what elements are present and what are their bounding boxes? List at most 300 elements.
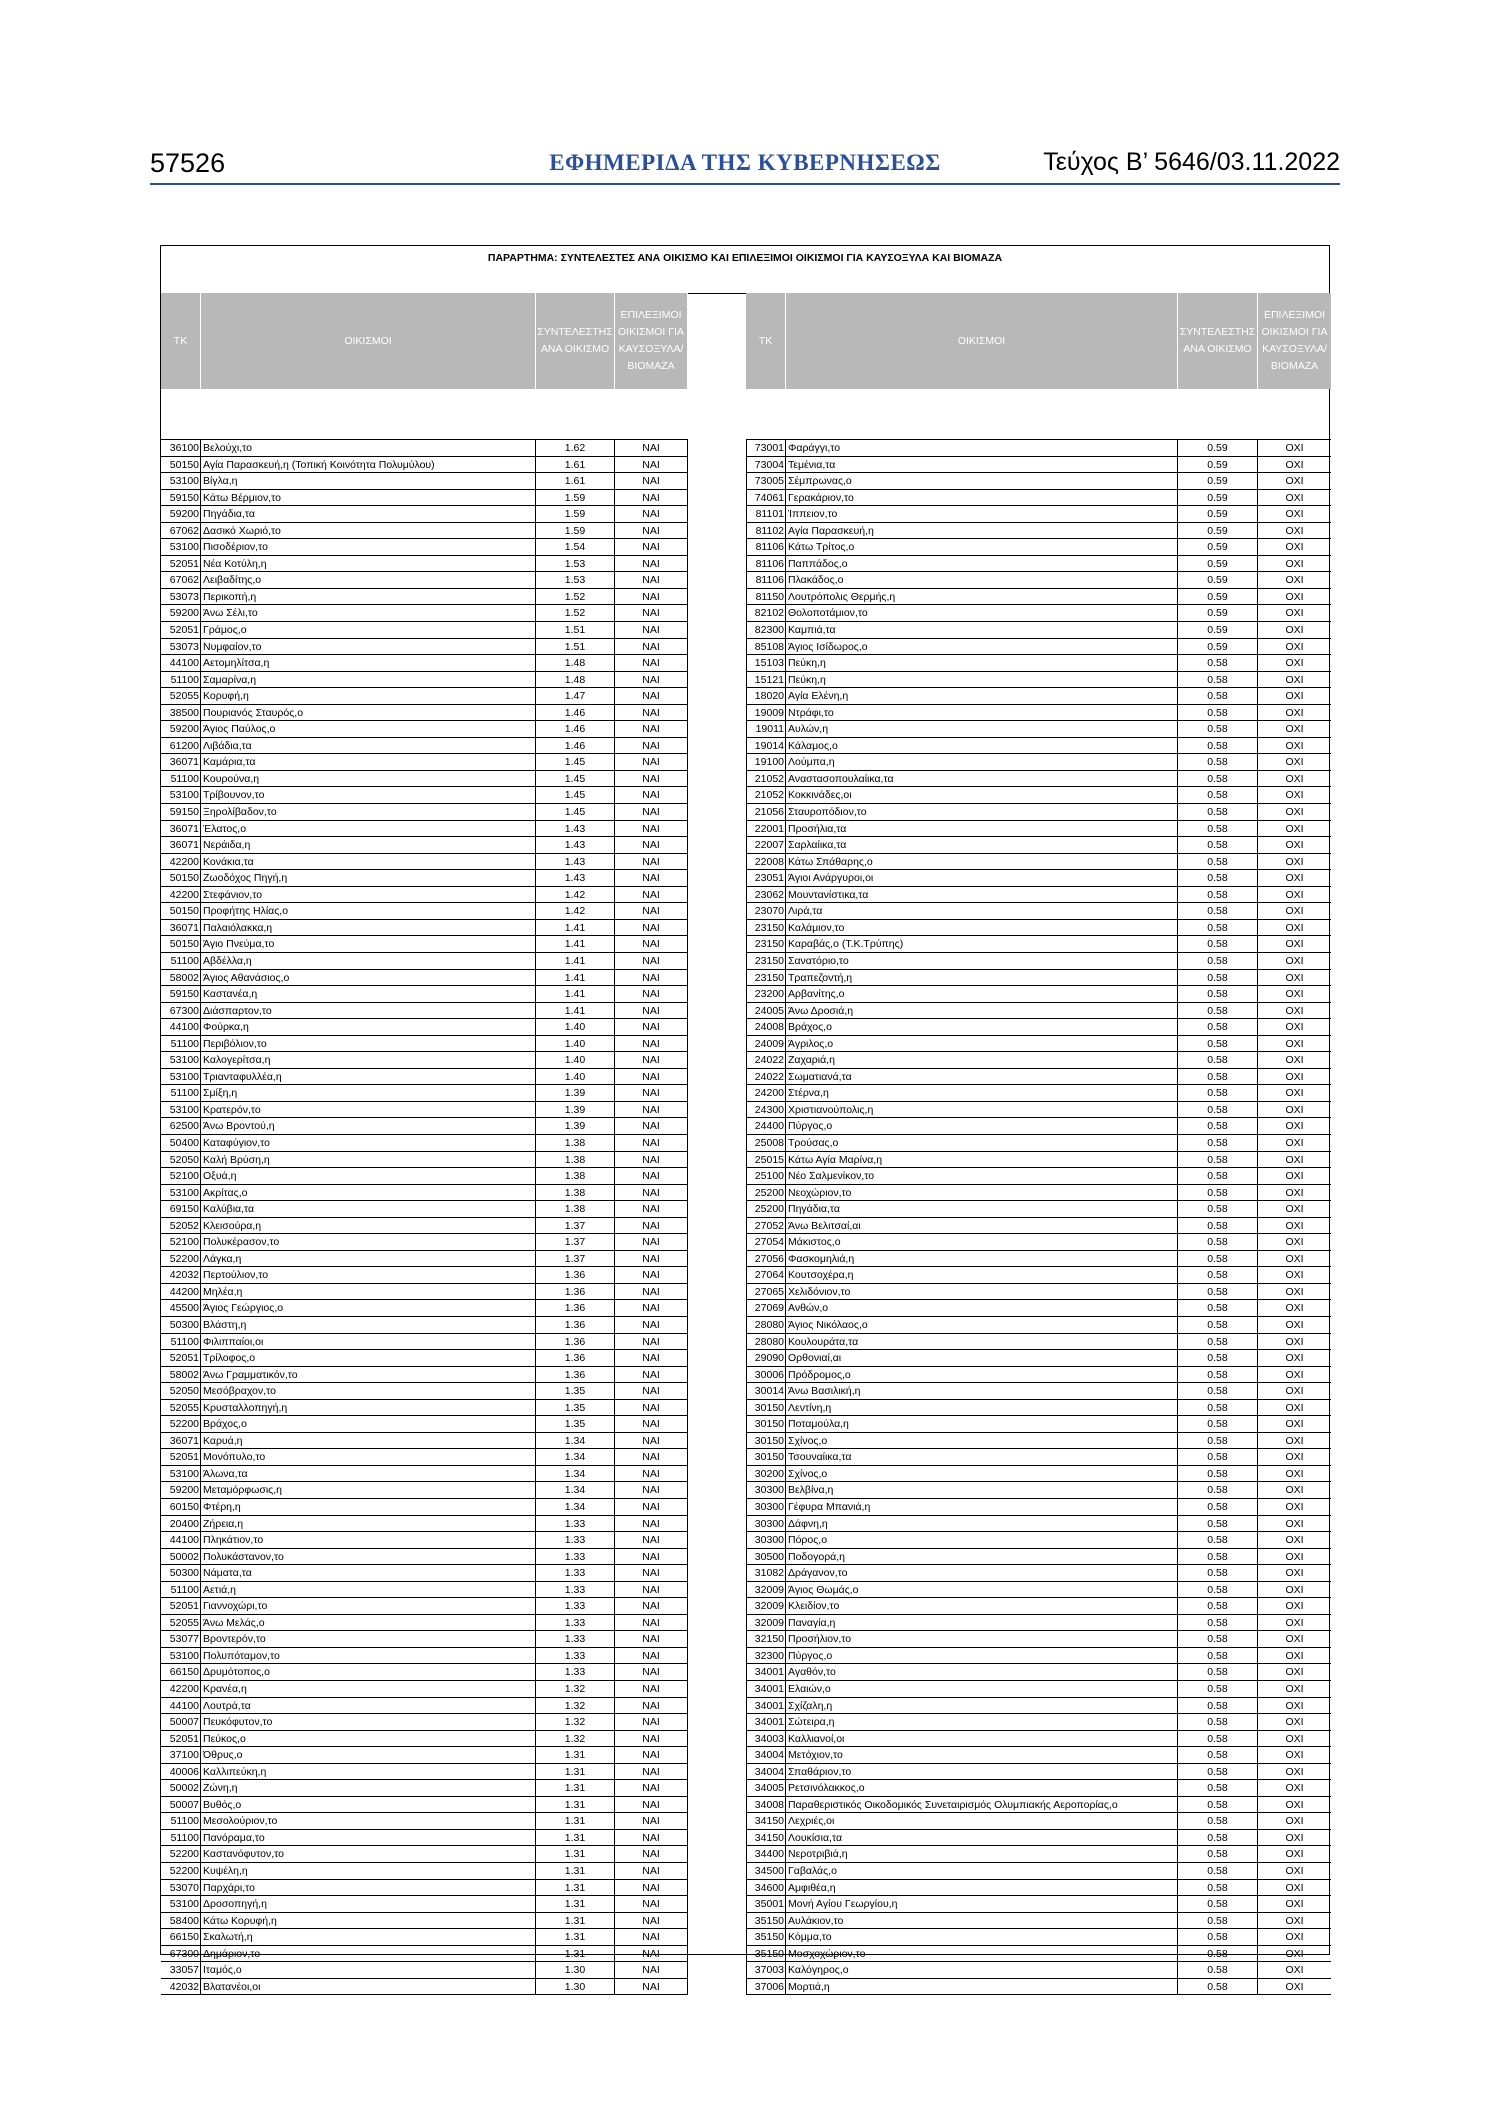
tk-cell: 34001 bbox=[746, 1681, 786, 1697]
tk-cell: 52100 bbox=[161, 1234, 201, 1250]
settlement-cell: Πεύκη,η bbox=[786, 655, 1178, 671]
eligible-cell: ΟΧΙ bbox=[1285, 1649, 1304, 1662]
settlement-cell: Παναγία,η bbox=[786, 1615, 1178, 1631]
table-row bbox=[161, 1979, 688, 1996]
eligible-cell: ΝΑΙ bbox=[615, 440, 688, 456]
coefficient-cell: 1.41 bbox=[536, 1003, 615, 1019]
settlement-cell: Πόρος,ο bbox=[786, 1532, 1178, 1548]
tk-cell: 27054 bbox=[746, 1234, 786, 1250]
coefficient-cell: 0.58 bbox=[1178, 1201, 1258, 1217]
tk-cell: 51100 bbox=[161, 1334, 201, 1350]
table-row bbox=[746, 1863, 1331, 1880]
coefficient-cell: 1.40 bbox=[536, 1036, 615, 1052]
settlement-cell: Αγία Παρασκευή,η (Τοπική Κοινότητα Πολυμύλου) bbox=[201, 457, 536, 473]
coefficient-cell: 1.38 bbox=[536, 1168, 615, 1184]
tk-cell: 32300 bbox=[746, 1648, 786, 1664]
eligible-cell: ΟΧΙ bbox=[1285, 574, 1304, 587]
settlement-cell: Κουρούνα,η bbox=[201, 771, 536, 787]
eligible-cell: ΟΧΙ bbox=[1285, 1120, 1304, 1133]
col-header-eligible: ΕΠΙΛΕΞΙΜΟΙ ΟΙΚΙΣΜΟΙ ΓΙΑ ΚΑΥΣΟΞΥΛΑ/ ΒΙΟΜΑΖΑ bbox=[615, 293, 688, 389]
settlement-cell: Καστανόφυτον,το bbox=[201, 1846, 536, 1862]
settlement-cell: Καλλιανοί,οι bbox=[786, 1731, 1178, 1747]
settlement-cell: Γαβαλάς,ο bbox=[786, 1863, 1178, 1879]
settlement-cell: Κλεισούρα,η bbox=[201, 1218, 536, 1234]
table-row bbox=[746, 1846, 1331, 1863]
settlement-cell: Σώτειρα,η bbox=[786, 1714, 1178, 1730]
table-row bbox=[161, 589, 688, 606]
eligible-cell: ΟΧΙ bbox=[1285, 557, 1304, 570]
eligible-cell: ΟΧΙ bbox=[1285, 905, 1304, 918]
settlement-cell: Δημάριον,το bbox=[201, 1946, 536, 1962]
settlement-cell: Παρχάρι,το bbox=[201, 1880, 536, 1896]
eligible-cell: ΝΑΙ bbox=[615, 1118, 688, 1134]
table-row bbox=[746, 1383, 1331, 1400]
tk-cell: 25100 bbox=[746, 1168, 786, 1184]
coefficient-cell: 0.58 bbox=[1178, 887, 1258, 903]
eligible-cell: ΝΑΙ bbox=[615, 771, 688, 787]
table-row bbox=[746, 1251, 1331, 1268]
tk-cell: 23150 bbox=[746, 970, 786, 986]
tk-cell: 81150 bbox=[746, 589, 786, 605]
eligible-cell: ΝΑΙ bbox=[615, 1830, 688, 1846]
settlement-cell: Αετιά,η bbox=[201, 1582, 536, 1598]
tk-cell: 30150 bbox=[746, 1449, 786, 1465]
tk-cell: 23150 bbox=[746, 936, 786, 952]
table-row bbox=[161, 523, 688, 540]
coefficient-cell: 1.59 bbox=[536, 506, 615, 522]
tk-cell: 52051 bbox=[161, 1731, 201, 1747]
tk-cell: 50400 bbox=[161, 1135, 201, 1151]
settlement-cell: Όθρυς,ο bbox=[201, 1747, 536, 1763]
eligible-cell: ΝΑΙ bbox=[615, 1913, 688, 1929]
coefficient-cell: 1.34 bbox=[536, 1433, 615, 1449]
eligible-cell: ΝΑΙ bbox=[615, 506, 688, 522]
eligible-cell: ΝΑΙ bbox=[615, 1664, 688, 1680]
settlement-cell: Ντράφι,το bbox=[786, 705, 1178, 721]
eligible-cell: ΝΑΙ bbox=[615, 1019, 688, 1035]
table-row bbox=[746, 854, 1331, 871]
tk-cell: 44100 bbox=[161, 655, 201, 671]
coefficient-cell: 0.58 bbox=[1178, 1052, 1258, 1068]
coefficient-cell: 1.31 bbox=[536, 1797, 615, 1813]
eligible-cell: ΝΑΙ bbox=[615, 473, 688, 489]
settlement-cell: Λειβαδίτης,ο bbox=[201, 572, 536, 588]
eligible-cell: ΝΑΙ bbox=[615, 1797, 688, 1813]
table-row bbox=[746, 1797, 1331, 1814]
settlement-cell: Μετόχιον,το bbox=[786, 1747, 1178, 1763]
tk-cell: 61200 bbox=[161, 738, 201, 754]
tk-cell: 44100 bbox=[161, 1019, 201, 1035]
coefficient-cell: 0.58 bbox=[1178, 1896, 1258, 1912]
eligible-cell: ΝΑΙ bbox=[615, 1383, 688, 1399]
table-row bbox=[746, 605, 1331, 622]
tk-cell: 24008 bbox=[746, 1019, 786, 1035]
coefficient-cell: 1.31 bbox=[536, 1747, 615, 1763]
tk-cell: 53100 bbox=[161, 1069, 201, 1085]
eligible-cell: ΝΑΙ bbox=[615, 1532, 688, 1548]
coefficient-cell: 0.58 bbox=[1178, 1019, 1258, 1035]
settlement-cell: Κονάκια,τα bbox=[201, 854, 536, 870]
eligible-cell: ΝΑΙ bbox=[615, 920, 688, 936]
eligible-cell: ΟΧΙ bbox=[1285, 1782, 1304, 1795]
settlement-cell: Τσουναίικα,τα bbox=[786, 1449, 1178, 1465]
eligible-cell: ΝΑΙ bbox=[615, 986, 688, 1002]
eligible-cell: ΝΑΙ bbox=[615, 1052, 688, 1068]
settlement-cell: Δροσοπηγή,η bbox=[201, 1896, 536, 1912]
settlement-cell: Καλόγηρος,ο bbox=[786, 1962, 1178, 1978]
tk-cell: 81106 bbox=[746, 572, 786, 588]
settlement-cell: Ποδογορά,η bbox=[786, 1549, 1178, 1565]
table-row bbox=[746, 903, 1331, 920]
col-header-tk: ΤΚ bbox=[746, 293, 786, 389]
coefficient-cell: 1.31 bbox=[536, 1946, 615, 1962]
table-row bbox=[746, 1582, 1331, 1599]
tk-cell: 51100 bbox=[161, 1813, 201, 1829]
coefficient-cell: 1.30 bbox=[536, 1962, 615, 1978]
eligible-cell: ΟΧΙ bbox=[1285, 806, 1304, 819]
tk-cell: 30150 bbox=[746, 1416, 786, 1432]
coefficient-cell: 0.59 bbox=[1178, 572, 1258, 588]
tk-cell: 30300 bbox=[746, 1499, 786, 1515]
table-row bbox=[161, 1664, 688, 1681]
table-row bbox=[161, 1152, 688, 1169]
eligible-cell: ΝΑΙ bbox=[615, 1681, 688, 1697]
table-row bbox=[161, 1896, 688, 1913]
settlement-cell: Νεροτριβιά,η bbox=[786, 1846, 1178, 1862]
settlement-cell: Ίππειον,το bbox=[786, 506, 1178, 522]
settlement-cell: Μονή Αγίου Γεωργίου,η bbox=[786, 1896, 1178, 1912]
coefficient-cell: 1.53 bbox=[536, 556, 615, 572]
settlement-cell: Αυλών,η bbox=[786, 721, 1178, 737]
coefficient-cell: 0.59 bbox=[1178, 539, 1258, 555]
settlement-cell: Ζώνη,η bbox=[201, 1780, 536, 1796]
settlement-cell: Ανθών,ο bbox=[786, 1300, 1178, 1316]
tk-cell: 38500 bbox=[161, 705, 201, 721]
eligible-cell: ΟΧΙ bbox=[1285, 1021, 1304, 1034]
table-row bbox=[746, 639, 1331, 656]
eligible-cell: ΟΧΙ bbox=[1285, 1534, 1304, 1547]
coefficient-cell: 1.37 bbox=[536, 1251, 615, 1267]
tk-cell: 59200 bbox=[161, 1482, 201, 1498]
eligible-cell: ΟΧΙ bbox=[1285, 855, 1304, 868]
table-row bbox=[746, 1780, 1331, 1797]
tk-cell: 24005 bbox=[746, 1003, 786, 1019]
table-row bbox=[161, 920, 688, 937]
eligible-cell: ΝΑΙ bbox=[615, 1631, 688, 1647]
coefficient-cell: 1.54 bbox=[536, 539, 615, 555]
tk-cell: 36071 bbox=[161, 920, 201, 936]
settlement-cell: Άγιος Γεώργιος,ο bbox=[201, 1300, 536, 1316]
eligible-cell: ΝΑΙ bbox=[615, 1284, 688, 1300]
coefficient-cell: 0.59 bbox=[1178, 556, 1258, 572]
eligible-cell: ΝΑΙ bbox=[615, 1168, 688, 1184]
col-header-eligible: ΕΠΙΛΕΞΙΜΟΙ ΟΙΚΙΣΜΟΙ ΓΙΑ ΚΑΥΣΟΞΥΛΑ/ ΒΙΟΜΑΖΑ bbox=[1258, 293, 1331, 389]
coefficient-cell: 0.58 bbox=[1178, 1383, 1258, 1399]
settlement-cell: Τριανταφυλλέα,η bbox=[201, 1069, 536, 1085]
table-row bbox=[746, 1019, 1331, 1036]
tk-cell: 23062 bbox=[746, 887, 786, 903]
coefficient-cell: 0.58 bbox=[1178, 738, 1258, 754]
coefficient-cell: 0.58 bbox=[1178, 787, 1258, 803]
tk-cell: 40006 bbox=[161, 1764, 201, 1780]
coefficient-cell: 1.45 bbox=[536, 804, 615, 820]
coefficient-cell: 1.33 bbox=[536, 1532, 615, 1548]
settlement-cell: Τραπεζοντή,η bbox=[786, 970, 1178, 986]
settlement-cell: Αγαθόν,το bbox=[786, 1664, 1178, 1680]
settlement-cell: Προσήλια,τα bbox=[786, 821, 1178, 837]
tk-cell: 15121 bbox=[746, 672, 786, 688]
settlement-cell: Δρυμότοπος,ο bbox=[201, 1664, 536, 1680]
settlement-cell: Άγιος Ισίδωρος,ο bbox=[786, 639, 1178, 655]
settlement-cell: Πύργος,ο bbox=[786, 1118, 1178, 1134]
tk-cell: 50150 bbox=[161, 903, 201, 919]
coefficient-cell: 1.39 bbox=[536, 1118, 615, 1134]
coefficient-cell: 0.58 bbox=[1178, 1631, 1258, 1647]
eligible-cell: ΝΑΙ bbox=[615, 1267, 688, 1283]
coefficient-cell: 1.46 bbox=[536, 738, 615, 754]
coefficient-cell: 1.51 bbox=[536, 639, 615, 655]
tk-cell: 23150 bbox=[746, 920, 786, 936]
tk-cell: 59150 bbox=[161, 986, 201, 1002]
settlement-cell: Βροντερόν,το bbox=[201, 1631, 536, 1647]
table-row bbox=[746, 1880, 1331, 1897]
settlement-cell: Νέο Σαλμενίκον,το bbox=[786, 1168, 1178, 1184]
settlement-cell: Πευκόφυτον,το bbox=[201, 1714, 536, 1730]
coefficient-cell: 0.58 bbox=[1178, 1880, 1258, 1896]
eligible-cell: ΟΧΙ bbox=[1285, 1352, 1304, 1365]
coefficient-cell: 0.58 bbox=[1178, 1367, 1258, 1383]
eligible-cell: ΟΧΙ bbox=[1285, 938, 1304, 951]
coefficient-cell: 0.58 bbox=[1178, 821, 1258, 837]
table-row bbox=[161, 1913, 688, 1930]
tk-cell: 30150 bbox=[746, 1433, 786, 1449]
tk-cell: 23051 bbox=[746, 870, 786, 886]
table-row bbox=[161, 1830, 688, 1847]
tk-cell: 59150 bbox=[161, 490, 201, 506]
settlement-cell: Φιλιππαίοι,οι bbox=[201, 1334, 536, 1350]
tk-cell: 81106 bbox=[746, 556, 786, 572]
tk-cell: 35150 bbox=[746, 1929, 786, 1945]
eligible-cell: ΝΑΙ bbox=[615, 1201, 688, 1217]
eligible-cell: ΟΧΙ bbox=[1285, 1683, 1304, 1696]
tk-cell: 24400 bbox=[746, 1118, 786, 1134]
settlement-cell: Μεταμόρφωσις,η bbox=[201, 1482, 536, 1498]
table-row bbox=[161, 473, 688, 490]
coefficient-cell: 0.58 bbox=[1178, 721, 1258, 737]
tk-cell: 81101 bbox=[746, 506, 786, 522]
table-row bbox=[161, 1284, 688, 1301]
eligible-cell: ΟΧΙ bbox=[1285, 1550, 1304, 1563]
eligible-cell: ΝΑΙ bbox=[615, 1003, 688, 1019]
table-row bbox=[746, 1698, 1331, 1715]
settlement-cell: Λεχριές,οι bbox=[786, 1813, 1178, 1829]
tk-cell: 30300 bbox=[746, 1532, 786, 1548]
coefficient-cell: 0.58 bbox=[1178, 1962, 1258, 1978]
table-row bbox=[746, 887, 1331, 904]
eligible-cell: ΟΧΙ bbox=[1285, 1633, 1304, 1646]
settlement-cell: Σμίξη,η bbox=[201, 1085, 536, 1101]
settlement-cell: Κάτω Αγία Μαρίνα,η bbox=[786, 1152, 1178, 1168]
settlement-cell: Πεύκη,η bbox=[786, 672, 1178, 688]
tk-cell: 24022 bbox=[746, 1069, 786, 1085]
coefficient-cell: 0.58 bbox=[1178, 920, 1258, 936]
table-row bbox=[161, 1962, 688, 1979]
tk-cell: 51100 bbox=[161, 1582, 201, 1598]
eligible-cell: ΟΧΙ bbox=[1285, 1252, 1304, 1265]
journal-title: ΕΦΗΜΕΡΙΔΑ ΤΗΣ ΚΥΒΕΡΝΗΣΕΩΣ bbox=[549, 150, 941, 175]
settlement-cell: Αρβανίτης,ο bbox=[786, 986, 1178, 1002]
col-header-settlements: ΟΙΚΙΣΜΟΙ bbox=[201, 293, 536, 389]
table-row bbox=[161, 1681, 688, 1698]
table-row bbox=[161, 1698, 688, 1715]
settlement-cell: Βράχος,ο bbox=[201, 1416, 536, 1432]
settlement-cell: Αβδέλλα,η bbox=[201, 953, 536, 969]
coefficient-cell: 0.58 bbox=[1178, 1830, 1258, 1846]
eligible-cell: ΟΧΙ bbox=[1285, 1947, 1304, 1960]
table-row bbox=[161, 837, 688, 854]
table-row bbox=[746, 1516, 1331, 1533]
tk-cell: 52200 bbox=[161, 1416, 201, 1432]
table-row bbox=[746, 1433, 1331, 1450]
coefficient-cell: 0.58 bbox=[1178, 1979, 1258, 1995]
tk-cell: 18020 bbox=[746, 688, 786, 704]
tk-cell: 53073 bbox=[161, 589, 201, 605]
coefficient-cell: 1.31 bbox=[536, 1780, 615, 1796]
tk-cell: 51100 bbox=[161, 672, 201, 688]
eligible-cell: ΟΧΙ bbox=[1285, 822, 1304, 835]
eligible-cell: ΝΑΙ bbox=[615, 1929, 688, 1945]
settlement-cell: Άγιος Θωμάς,ο bbox=[786, 1582, 1178, 1598]
table-row bbox=[161, 688, 688, 705]
tk-cell: 34400 bbox=[746, 1846, 786, 1862]
table-row bbox=[746, 1350, 1331, 1367]
tk-cell: 69150 bbox=[161, 1201, 201, 1217]
coefficient-cell: 1.34 bbox=[536, 1449, 615, 1465]
coefficient-cell: 0.59 bbox=[1178, 589, 1258, 605]
table-row bbox=[746, 771, 1331, 788]
table-row bbox=[746, 672, 1331, 689]
settlement-cell: Πισοδέριον,το bbox=[201, 539, 536, 555]
table-row bbox=[746, 473, 1331, 490]
coefficient-cell: 0.58 bbox=[1178, 1118, 1258, 1134]
table-row bbox=[746, 1052, 1331, 1069]
eligible-cell: ΟΧΙ bbox=[1285, 1451, 1304, 1464]
tk-cell: 30014 bbox=[746, 1383, 786, 1399]
table-row bbox=[161, 672, 688, 689]
eligible-cell: ΟΧΙ bbox=[1285, 1103, 1304, 1116]
eligible-cell: ΝΑΙ bbox=[615, 1499, 688, 1515]
eligible-cell: ΝΑΙ bbox=[615, 705, 688, 721]
tk-cell: 53070 bbox=[161, 1880, 201, 1896]
settlement-cell: Άνω Μελάς,ο bbox=[201, 1615, 536, 1631]
settlement-cell: Καλλιπεύκη,η bbox=[201, 1764, 536, 1780]
settlement-cell: Νέα Κοτύλη,η bbox=[201, 556, 536, 572]
coefficient-cell: 0.58 bbox=[1178, 1102, 1258, 1118]
eligible-cell: ΝΑΙ bbox=[615, 1350, 688, 1366]
col-header-tk: ΤΚ bbox=[161, 293, 201, 389]
tk-cell: 52200 bbox=[161, 1863, 201, 1879]
table-row bbox=[746, 953, 1331, 970]
eligible-cell: ΟΧΙ bbox=[1285, 1666, 1304, 1679]
coefficient-cell: 1.37 bbox=[536, 1218, 615, 1234]
table-row bbox=[746, 1499, 1331, 1516]
settlement-cell: Ελαιών,ο bbox=[786, 1681, 1178, 1697]
eligible-cell: ΝΑΙ bbox=[615, 688, 688, 704]
left-table-body bbox=[161, 439, 688, 1995]
tk-cell: 21052 bbox=[746, 771, 786, 787]
coefficient-cell: 0.58 bbox=[1178, 1582, 1258, 1598]
table-row bbox=[161, 457, 688, 474]
table-row bbox=[746, 1482, 1331, 1499]
eligible-cell: ΟΧΙ bbox=[1285, 1980, 1304, 1993]
tk-cell: 42200 bbox=[161, 1681, 201, 1697]
table-row bbox=[746, 754, 1331, 771]
tk-cell: 30006 bbox=[746, 1367, 786, 1383]
tk-cell: 35001 bbox=[746, 1896, 786, 1912]
eligible-cell: ΝΑΙ bbox=[615, 953, 688, 969]
eligible-cell: ΟΧΙ bbox=[1285, 1037, 1304, 1050]
eligible-cell: ΝΑΙ bbox=[615, 1863, 688, 1879]
settlement-cell: Άνω Δροσιά,η bbox=[786, 1003, 1178, 1019]
tk-cell: 23150 bbox=[746, 953, 786, 969]
tk-cell: 24022 bbox=[746, 1052, 786, 1068]
eligible-cell: ΝΑΙ bbox=[615, 1433, 688, 1449]
table-row bbox=[161, 821, 688, 838]
coefficient-cell: 0.58 bbox=[1178, 1251, 1258, 1267]
coefficient-cell: 1.36 bbox=[536, 1284, 615, 1300]
settlement-cell: Κρυσταλλοπηγή,η bbox=[201, 1400, 536, 1416]
eligible-cell: ΟΧΙ bbox=[1285, 888, 1304, 901]
table-row bbox=[746, 1367, 1331, 1384]
eligible-cell: ΝΑΙ bbox=[615, 1234, 688, 1250]
eligible-cell: ΟΧΙ bbox=[1285, 1070, 1304, 1083]
eligible-cell: ΟΧΙ bbox=[1285, 706, 1304, 719]
coefficient-cell: 1.36 bbox=[536, 1334, 615, 1350]
settlement-cell: Ζήρεια,η bbox=[201, 1516, 536, 1532]
tk-cell: 67300 bbox=[161, 1946, 201, 1962]
eligible-cell: ΝΑΙ bbox=[615, 1334, 688, 1350]
coefficient-cell: 1.36 bbox=[536, 1350, 615, 1366]
eligible-cell: ΟΧΙ bbox=[1285, 1385, 1304, 1398]
tk-cell: 44100 bbox=[161, 1698, 201, 1714]
tk-cell: 32150 bbox=[746, 1631, 786, 1647]
settlement-cell: Θολοποτάμιον,το bbox=[786, 605, 1178, 621]
table-row bbox=[161, 655, 688, 672]
coefficient-cell: 1.31 bbox=[536, 1929, 615, 1945]
coefficient-cell: 0.58 bbox=[1178, 1681, 1258, 1697]
settlement-cell: Δασικό Χωριό,το bbox=[201, 523, 536, 539]
settlement-cell: Άνω Βασιλική,η bbox=[786, 1383, 1178, 1399]
coefficient-cell: 1.33 bbox=[536, 1516, 615, 1532]
table-row bbox=[746, 655, 1331, 672]
tk-cell: 52052 bbox=[161, 1218, 201, 1234]
eligible-cell: ΟΧΙ bbox=[1285, 1749, 1304, 1762]
table-row bbox=[161, 1929, 688, 1946]
table-row bbox=[746, 1532, 1331, 1549]
coefficient-cell: 1.36 bbox=[536, 1300, 615, 1316]
settlement-cell: Καμπιά,τα bbox=[786, 622, 1178, 638]
table-row bbox=[746, 804, 1331, 821]
tk-cell: 44200 bbox=[161, 1284, 201, 1300]
settlement-cell: Πηγάδια,τα bbox=[201, 506, 536, 522]
settlement-cell: Καραβάς,ο (Τ.Κ.Τρύπης) bbox=[786, 936, 1178, 952]
table-row bbox=[746, 523, 1331, 540]
tk-cell: 50007 bbox=[161, 1797, 201, 1813]
tk-cell: 52055 bbox=[161, 1615, 201, 1631]
tk-cell: 81102 bbox=[746, 523, 786, 539]
tk-cell: 51100 bbox=[161, 1830, 201, 1846]
tk-cell: 52050 bbox=[161, 1383, 201, 1399]
